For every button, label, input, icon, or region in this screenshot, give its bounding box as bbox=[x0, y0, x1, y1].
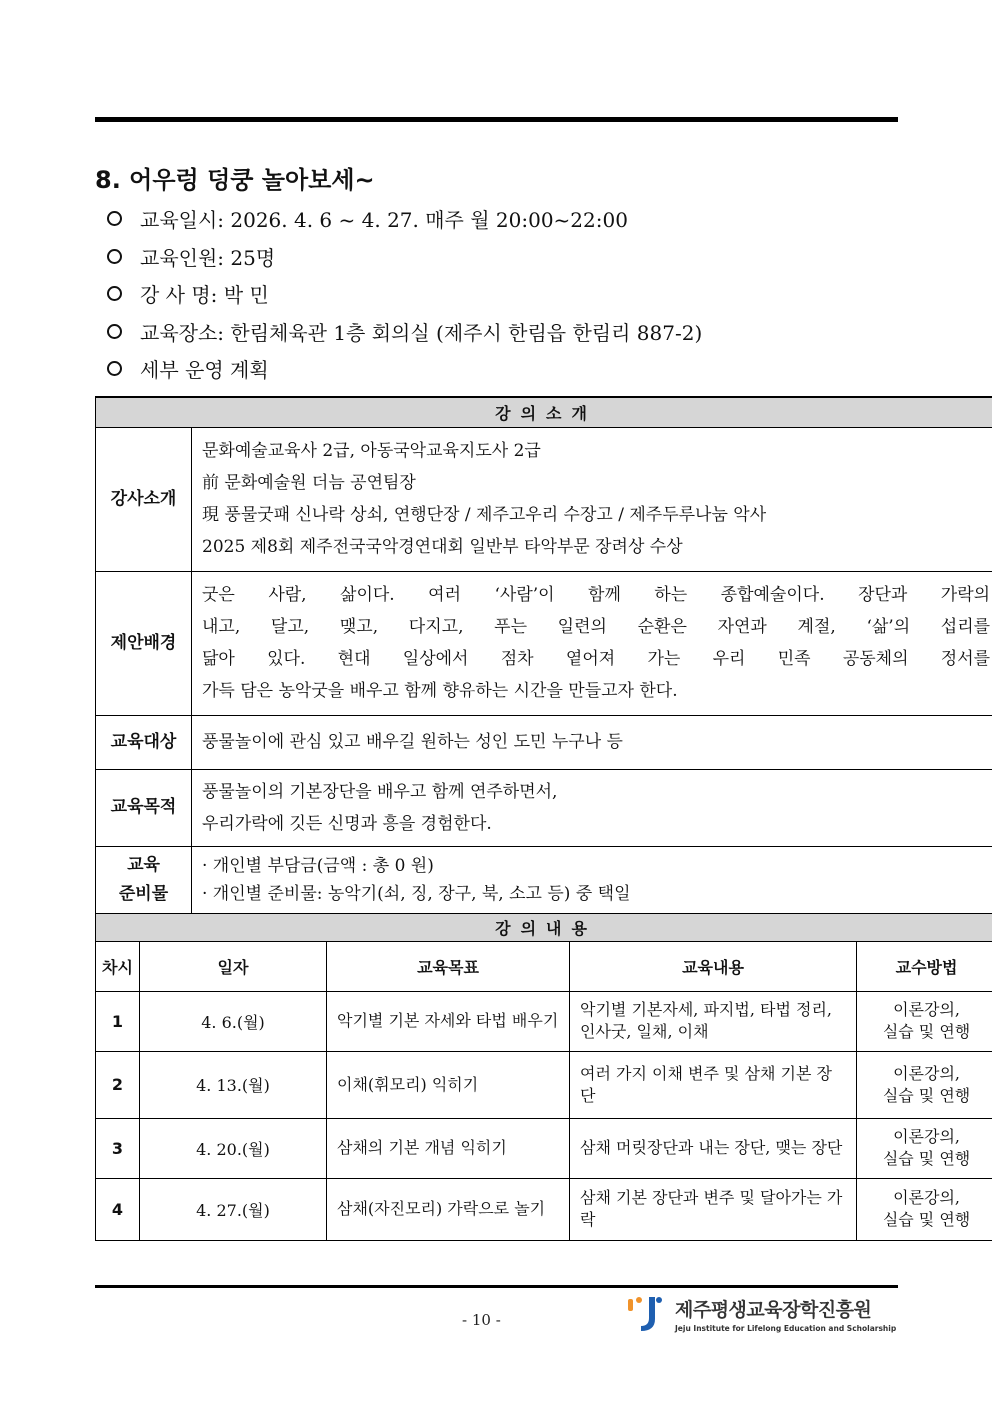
background-line: 굿은 사람, 삶이다. 여러 ‘사람’이 함께 하는 종합예술이다. 장단과 가락의 bbox=[202, 585, 991, 605]
page-number: - 10 - bbox=[462, 1311, 501, 1329]
session-goal: 이채(휘모리) 익히기 bbox=[327, 1051, 570, 1118]
circle-bullet-icon bbox=[107, 249, 122, 264]
org-name bbox=[675, 1295, 896, 1333]
info-list bbox=[107, 200, 702, 388]
info-text: 강 사 명: 박 민 bbox=[140, 283, 269, 308]
session-number: 2 bbox=[96, 1051, 140, 1118]
instructor-line: 前 문화예술원 더늠 공연팀장 bbox=[202, 473, 416, 493]
col-head-goal: 교육목표 bbox=[327, 941, 570, 991]
session-content: 여러 가지 이채 변주 및 삼채 기본 장단 bbox=[570, 1051, 857, 1118]
top-rule bbox=[95, 117, 898, 122]
info-text: 세부 운영 계획 bbox=[140, 358, 269, 383]
info-text: 교육장소: 한림체육관 1층 회의실 (제주시 한림읍 한림리 887-2) bbox=[140, 320, 703, 345]
goal-label: 교육목적 bbox=[96, 769, 192, 846]
col-head-date: 일자 bbox=[140, 941, 327, 991]
table-row bbox=[96, 1178, 992, 1240]
materials-label bbox=[96, 846, 192, 913]
session-content: 삼채 머릿장단과 내는 장단, 맺는 장단 bbox=[570, 1118, 857, 1178]
session-content: 삼채 기본 장단과 변주 및 달아가는 가락 bbox=[570, 1178, 857, 1240]
org-logo bbox=[625, 1293, 896, 1335]
instructor-line: 現 풍물굿패 신나락 상쇠, 연행단장 / 제주고우리 수장고 / 제주두루나눔 악사 bbox=[202, 505, 767, 525]
session-method-line2: 실습 및 연행 bbox=[882, 1022, 971, 1041]
session-goal: 악기별 기본 자세와 타법 배우기 bbox=[327, 991, 570, 1051]
session-method bbox=[857, 991, 992, 1051]
session-method bbox=[857, 1178, 992, 1240]
circle-bullet-icon bbox=[107, 211, 122, 226]
materials-body bbox=[192, 846, 992, 913]
instructor-line: 2025 제8회 제주전국국악경연대회 일반부 타악부문 장려상 수상 bbox=[202, 537, 683, 557]
info-item-capacity bbox=[107, 238, 702, 276]
session-method bbox=[857, 1118, 992, 1178]
jeju-logo-icon bbox=[625, 1293, 667, 1335]
circle-bullet-icon bbox=[107, 361, 122, 376]
col-head-session: 차시 bbox=[96, 941, 140, 991]
target-body bbox=[192, 715, 992, 769]
materials-label-line1: 교육 bbox=[127, 854, 160, 875]
intro-section-header: 강의소개 bbox=[96, 397, 992, 427]
session-method-line1: 이론강의, bbox=[893, 1127, 960, 1146]
session-method-line2: 실습 및 연행 bbox=[882, 1210, 971, 1229]
background-line: 닮아 있다. 현대 일상에서 점차 옅어져 가는 우리 민족 공동체의 정서를 bbox=[202, 649, 991, 669]
session-method-line1: 이론강의, bbox=[893, 1188, 960, 1207]
instructor-body bbox=[192, 427, 992, 571]
org-name-en: Jeju Institute for Lifelong Education and Scholarship bbox=[675, 1324, 897, 1333]
table-row bbox=[96, 1051, 992, 1118]
info-text: 교육일시: 2026. 4. 6 ~ 4. 27. 매주 월 20:00~22:00 bbox=[140, 208, 628, 233]
background-label: 제안배경 bbox=[96, 571, 192, 715]
session-method-line1: 이론강의, bbox=[893, 1000, 960, 1019]
background-body bbox=[192, 571, 992, 715]
info-item-schedule bbox=[107, 200, 702, 238]
table-row bbox=[96, 1118, 992, 1178]
session-method bbox=[857, 1051, 992, 1118]
info-item-instructor bbox=[107, 275, 702, 313]
goal-line: 우리가락에 깃든 신명과 흥을 경험한다. bbox=[202, 813, 492, 834]
circle-bullet-icon bbox=[107, 324, 122, 339]
col-head-method: 교수방법 bbox=[857, 941, 992, 991]
section-title: 8. 어우렁 덩쿵 놀아보세~ bbox=[95, 166, 375, 194]
goal-body bbox=[192, 769, 992, 846]
info-item-plan bbox=[107, 350, 702, 388]
circle-bullet-icon bbox=[107, 286, 122, 301]
target-text: 풍물놀이에 관심 있고 배우길 원하는 성인 도민 누구나 등 bbox=[202, 732, 623, 752]
session-method-line1: 이론강의, bbox=[893, 1063, 960, 1083]
session-date: 4. 27.(월) bbox=[140, 1178, 327, 1240]
session-goal: 삼채의 기본 개념 익히기 bbox=[327, 1118, 570, 1178]
session-date: 4. 20.(월) bbox=[140, 1118, 327, 1178]
org-name-ko: 제주평생교육장학진흥원 bbox=[675, 1299, 872, 1321]
session-date: 4. 13.(월) bbox=[140, 1051, 327, 1118]
instructor-line: 문화예술교육사 2급, 아동국악교육지도사 2급 bbox=[202, 441, 541, 461]
session-number: 4 bbox=[96, 1178, 140, 1240]
materials-label-line2: 준비물 bbox=[118, 883, 169, 904]
info-text: 교육인원: 25명 bbox=[140, 245, 276, 270]
session-content: 악기별 기본자세, 파지법, 타법 정리, 인사굿, 일채, 이채 bbox=[570, 991, 857, 1051]
session-goal: 삼채(자진모리) 가락으로 놀기 bbox=[327, 1178, 570, 1240]
content-section-header: 강의내용 bbox=[96, 913, 992, 941]
session-date: 4. 6.(월) bbox=[140, 991, 327, 1051]
info-item-location bbox=[107, 313, 702, 351]
session-number: 3 bbox=[96, 1118, 140, 1178]
goal-line: 풍물놀이의 기본장단을 배우고 함께 연주하면서, bbox=[202, 781, 558, 802]
session-method-line2: 실습 및 연행 bbox=[882, 1085, 971, 1105]
course-plan-table bbox=[95, 396, 992, 1241]
bottom-rule bbox=[95, 1285, 898, 1288]
session-method-line2: 실습 및 연행 bbox=[882, 1149, 971, 1168]
table-row bbox=[96, 991, 992, 1051]
materials-line: · 개인별 준비물: 농악기(쇠, 징, 장구, 북, 소고 등) 중 택일 bbox=[202, 883, 631, 904]
materials-line: · 개인별 부담금(금액 : 총 0 원) bbox=[202, 855, 434, 876]
col-head-content: 교육내용 bbox=[570, 941, 857, 991]
target-label: 교육대상 bbox=[96, 715, 192, 769]
instructor-label: 강사소개 bbox=[96, 427, 192, 571]
session-number: 1 bbox=[96, 991, 140, 1051]
background-line: 가득 담은 농악굿을 배우고 함께 향유하는 시간을 만들고자 한다. bbox=[202, 681, 678, 701]
background-line: 내고, 달고, 맺고, 다지고, 푸는 일련의 순환은 자연과 계절, ‘삶’의 섭리를 bbox=[202, 617, 991, 637]
